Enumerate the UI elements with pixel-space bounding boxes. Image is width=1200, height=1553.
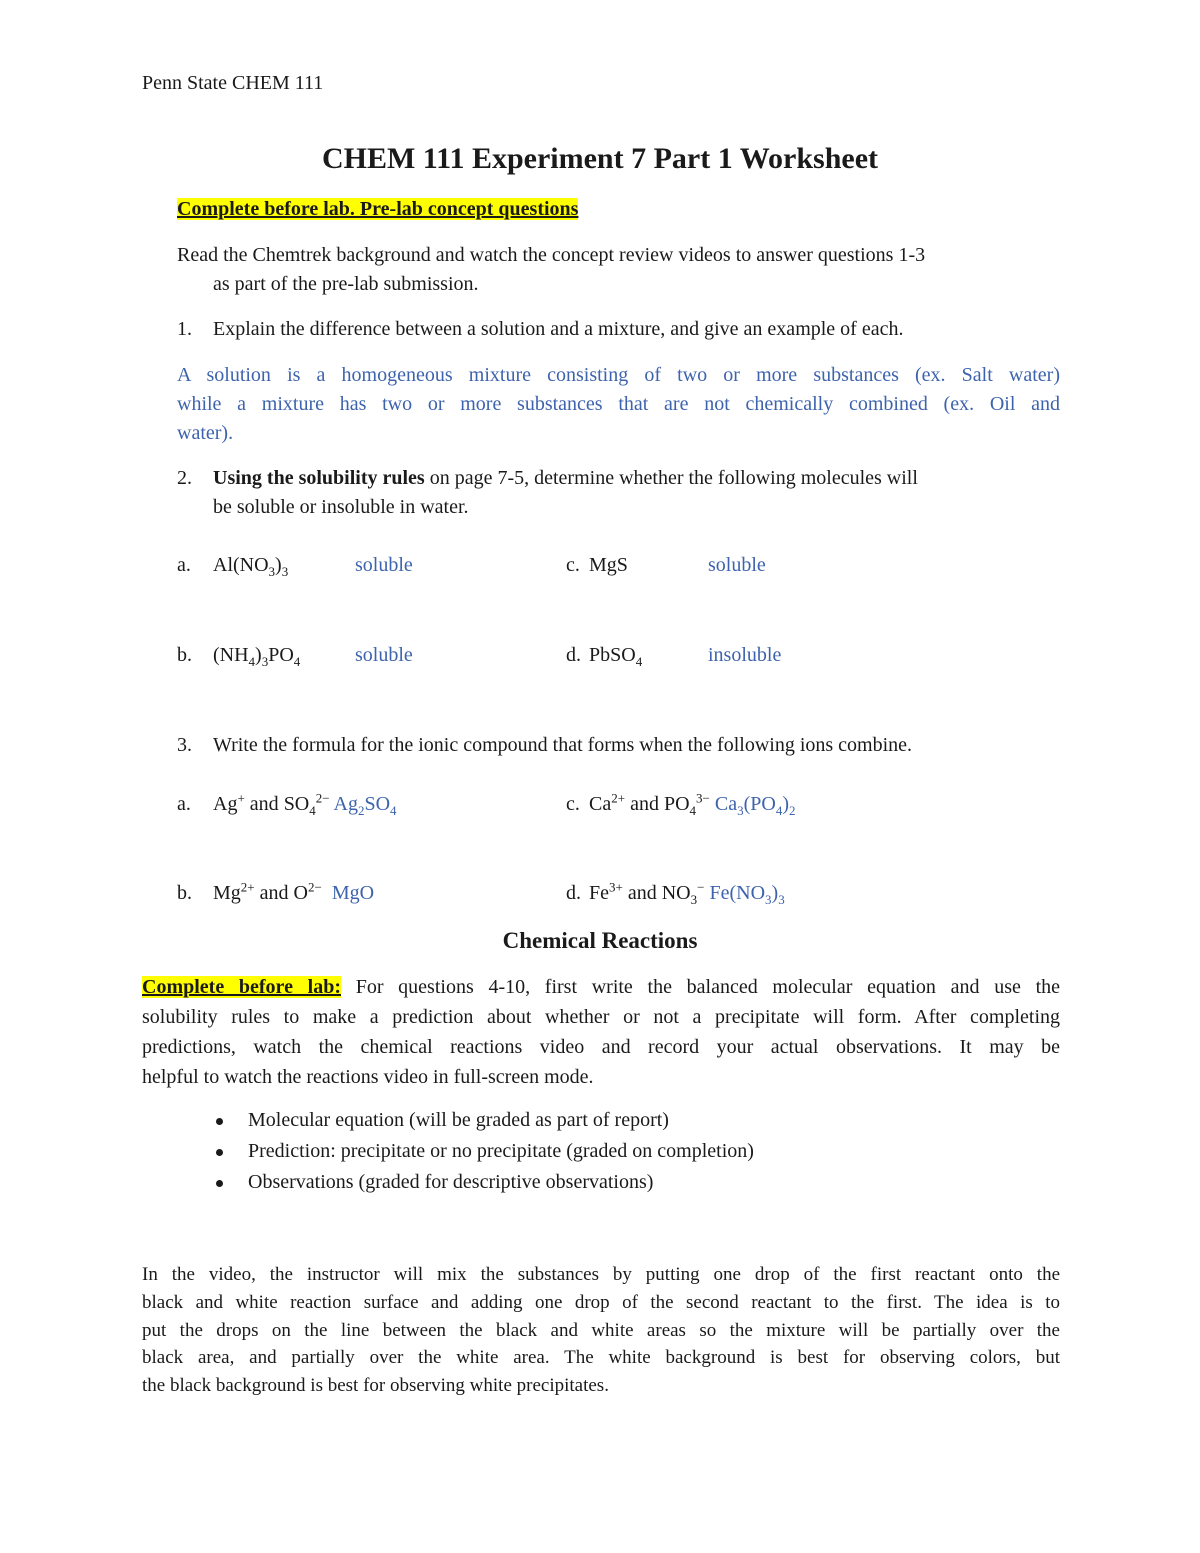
q3-item-b-letter: b. xyxy=(177,882,192,904)
q2-line1 xyxy=(213,467,918,490)
chem-p2-line4: black area, and partially over the white area. The white background is best for observing colors, but xyxy=(142,1347,1060,1368)
bullet-item: Molecular equation (will be graded as part of report) xyxy=(248,1109,669,1131)
q2-line2: be soluble or insoluble in water. xyxy=(213,496,469,518)
q2-bold: Using the solubility rules xyxy=(213,467,425,489)
q3-item-a-letter: a. xyxy=(177,793,191,815)
q1-answer-line1: A solution is a homogeneous mixture consisting of two or more substances (ex. Salt water) xyxy=(177,364,1060,386)
prelab-highlight: Complete before lab. Pre-lab concept questions xyxy=(177,198,579,220)
prelab-intro-line2: as part of the pre-lab submission. xyxy=(213,273,479,295)
q1-number: 1. xyxy=(177,318,192,340)
q2-item-a-formula: $Al(NO_3)_3$ xyxy=(213,554,289,579)
q3-item-c-answer: $Ca_3(PO_4)_2$ xyxy=(714,793,796,818)
q3-item-a-answer: $Ag_2SO_4$ xyxy=(333,793,397,818)
q3-text: Write the formula for the ionic compound that forms when the following ions combine. xyxy=(213,734,913,756)
bullet-item: Observations (graded for descriptive observations) xyxy=(248,1171,654,1193)
q1-answer-line2: while a mixture has two or more substances that are not chemically combined (ex. Oil and xyxy=(177,393,1060,415)
chem-p2-line1: In the video, the instructor will mix the substances by putting one drop of the first reactant onto the xyxy=(142,1264,1060,1285)
q2-item-d-letter: d. xyxy=(566,644,581,666)
chem-p2-line3: put the drops on the line between the black and white areas so the mixture will be partially over the xyxy=(142,1320,1060,1341)
q2-rest: on page 7-5, determine whether the following molecules will xyxy=(424,467,918,489)
q3-item-a-ions: Ag+ and $SO_4^{2-}$ $Ag_2SO_4$ xyxy=(213,790,397,818)
chem-p1-line3: predictions, watch the chemical reactions video and record your actual observations. It may be xyxy=(142,1036,1060,1058)
section-title: Chemical Reactions xyxy=(502,928,698,953)
bullet-icon xyxy=(216,1149,223,1156)
prelab-intro-line1: Read the Chemtrek background and watch the concept review videos to answer questions 1-3 xyxy=(177,244,926,266)
q3-item-d-ions: $Fe^{3+}$ and $NO_3^-$ $Fe(NO_3)_3$ xyxy=(589,879,785,907)
page-header: Penn State CHEM 111 xyxy=(142,72,324,94)
q3-item-d-letter: d. xyxy=(566,882,581,904)
chem-p2-line5: the black background is best for observing white precipitates. xyxy=(142,1375,609,1396)
chem-highlight: Complete before lab: xyxy=(142,976,341,998)
q2-item-c-formula: MgS xyxy=(589,554,628,576)
q2-item-b-answer: soluble xyxy=(355,644,413,666)
q2-item-a-answer: soluble xyxy=(355,554,413,576)
q2-item-d-answer: insoluble xyxy=(708,644,782,666)
q3-item-d-answer: $Fe(NO_3)_3$ xyxy=(709,882,785,907)
q2-item-c-answer: soluble xyxy=(708,554,766,576)
q3-item-c-ions: $Ca^{2+}$ and $PO_4^{3-}$ $Ca_3(PO_4)_2$ xyxy=(589,790,796,818)
bullet-icon xyxy=(216,1118,223,1125)
q2-item-d-formula: PbSO$_4$ xyxy=(589,644,643,669)
q2-item-b-formula: $(NH_4)_3PO_4$ xyxy=(213,644,301,669)
q3-number: 3. xyxy=(177,734,192,756)
chem-p2-line2: black and white reaction surface and adding one drop of the second reactant to the first. The idea is to xyxy=(142,1292,1060,1313)
bullet-icon xyxy=(216,1180,223,1187)
q1-text: Explain the difference between a solution and a mixture, and give an example of each. xyxy=(213,318,904,340)
prelab-heading xyxy=(177,198,578,221)
q3-item-b-ions: $Mg^{2+}$ and $O^{2-}$ MgO xyxy=(213,879,375,904)
page-title: CHEM 111 Experiment 7 Part 1 Worksheet xyxy=(321,142,879,175)
chem-p1-line2: solubility rules to make a prediction about whether or not a precipitate will form. After completing xyxy=(142,1006,1060,1028)
chem-p1-line4: helpful to watch the reactions video in full-screen mode. xyxy=(142,1066,594,1088)
q1-answer-line3: water). xyxy=(177,422,234,444)
q3-item-c-letter: c. xyxy=(566,793,580,815)
q2-item-a-letter: a. xyxy=(177,554,191,576)
chem-p1-line1: Complete before lab: For questions 4-10, first write the balanced molecular equation and use the xyxy=(142,976,1061,998)
bullet-item: Prediction: precipitate or no precipitate (graded on completion) xyxy=(248,1140,754,1162)
q2-number: 2. xyxy=(177,467,192,489)
q2-item-b-letter: b. xyxy=(177,644,192,666)
q2-item-c-letter: c. xyxy=(566,554,580,576)
q3-item-b-answer: MgO xyxy=(331,882,375,904)
